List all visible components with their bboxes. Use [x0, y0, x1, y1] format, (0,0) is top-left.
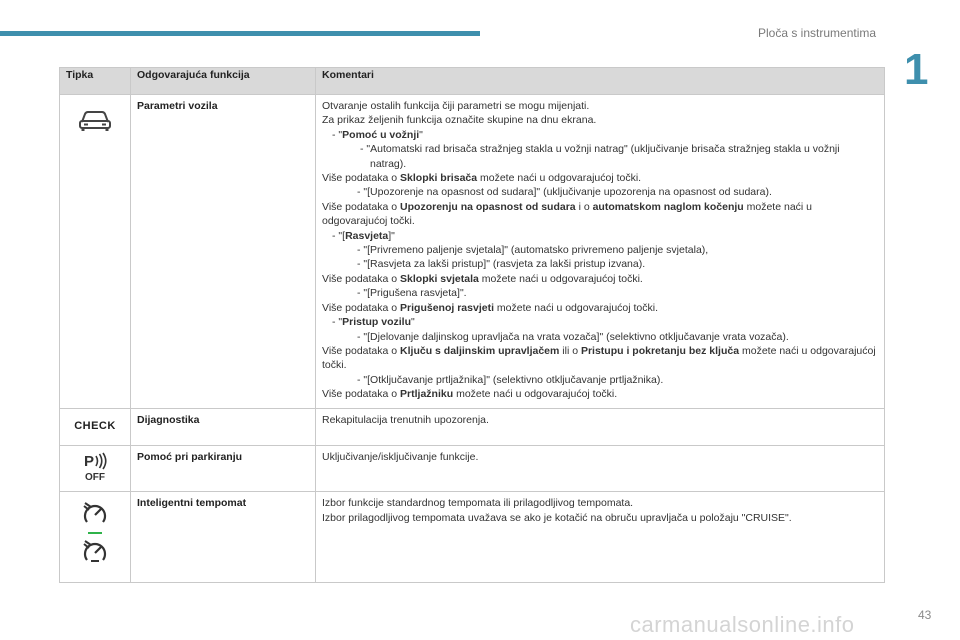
row-icon-cell — [60, 445, 131, 491]
table-row — [60, 445, 885, 491]
comment-line: - "[Rasvjeta za lakši pristup]" (rasvjeta za lakši pristup izvana). — [357, 258, 646, 271]
watermark: carmanualsonline.info — [630, 612, 855, 637]
comment-line: Izbor prilagodljivog tempomata uvažava se ako je kotačić na obruču upravljača u položaju "CRUISE". — [322, 511, 792, 524]
column-header-function: Odgovarajuća funkcija — [131, 68, 316, 95]
function-name: Pomoć pri parkiranju — [131, 445, 316, 491]
comment-line: - "[Privremeno paljenje svjetala]" (automatsko privremeno paljenje svjetala), — [357, 244, 709, 257]
header-accent-bar — [0, 31, 480, 36]
comment-line: Više podataka o Sklopki brisača možete naći u odgovarajućoj točki. — [322, 172, 642, 185]
function-name: Parametri vozila — [131, 95, 316, 409]
comment-line: Više podataka o Sklopki svjetala možete naći u odgovarajućoj točki. — [322, 272, 643, 285]
column-header-button: Tipka — [60, 68, 131, 95]
comment-line: - "Pristup vozilu" — [332, 316, 415, 329]
svg-text:P: P — [84, 452, 95, 470]
page-number: 43 — [918, 608, 932, 622]
row-icon-cell — [60, 492, 131, 583]
comment-line: - "Pomoć u vožnji" — [332, 128, 423, 141]
car-icon — [78, 109, 112, 133]
adaptive-cruise-control-icon — [80, 538, 110, 564]
function-comment — [316, 492, 885, 583]
cruise-control-icon — [80, 500, 110, 526]
check-button-label: CHECK — [74, 419, 116, 432]
comment-line: Više podataka o Prigušenoj rasvjeti možete naći u odgovarajućoj točki. — [322, 301, 659, 314]
table-header-row — [60, 68, 885, 95]
function-comment: Uključivanje/isključivanje funkcije. — [316, 445, 885, 491]
row-icon-cell — [60, 408, 131, 445]
comment-line: - "[Prigušena rasvjeta]". — [357, 287, 467, 300]
table-row — [60, 95, 885, 409]
comment-line: Izbor funkcije standardnog tempomata ili prilagodljivog tempomata. — [322, 497, 634, 510]
chapter-number: 1 — [904, 45, 929, 94]
comment-line: Otvaranje ostalih funkcija čiji parametri se mogu mijenjati. — [322, 100, 590, 112]
comment-line: Više podataka o Prtljažniku možete naći u odgovarajućoj točki. — [322, 388, 618, 401]
comment-line: Više podataka o Ključu s daljinskim upravljačem ili o Pristupu i pokretanju bez ključa možete naći u odgovarajućoj točki. — [322, 344, 876, 372]
function-name: Dijagnostika — [131, 408, 316, 445]
comment-line: - "Automatski rad brisača stražnjeg stakla u vožnji natrag" (uključivanje brisača stražnjeg stakla u vožnji natrag). — [360, 143, 840, 170]
table-row — [60, 408, 885, 445]
function-table — [59, 67, 885, 583]
active-indicator — [88, 532, 102, 534]
row-icon-cell — [60, 95, 131, 409]
parking-off-label: OFF — [85, 471, 105, 483]
parking-sensor-off-icon — [80, 452, 110, 470]
function-comment — [316, 95, 885, 409]
table-row — [60, 492, 885, 583]
comment-line: Za prikaz željenih funkcija označite skupine na dnu ekrana. — [322, 114, 597, 127]
function-name: Inteligentni tempomat — [131, 492, 316, 583]
section-title: Ploča s instrumentima — [758, 26, 877, 40]
comment-line: - "[Rasvjeta]" — [332, 229, 395, 242]
comment-line: Više podataka o Upozorenju na opasnost od sudara i o automatskom naglom kočenju možete naći u odgovarajućoj točki. — [322, 200, 813, 228]
comment-line: - "[Djelovanje daljinskog upravljača na vrata vozača]" (selektivno otključavanje vrata vozača). — [357, 330, 789, 343]
comment-line: - "[Upozorenje na opasnost od sudara]" (uključivanje upozorenja na opasnost od sudara). — [357, 186, 772, 199]
column-header-comments: Komentari — [316, 68, 885, 95]
function-comment: Rekapitulacija trenutnih upozorenja. — [316, 408, 885, 445]
comment-line: - "[Otključavanje prtljažnika]" (selektivno otključavanje prtljažnika). — [357, 373, 664, 386]
